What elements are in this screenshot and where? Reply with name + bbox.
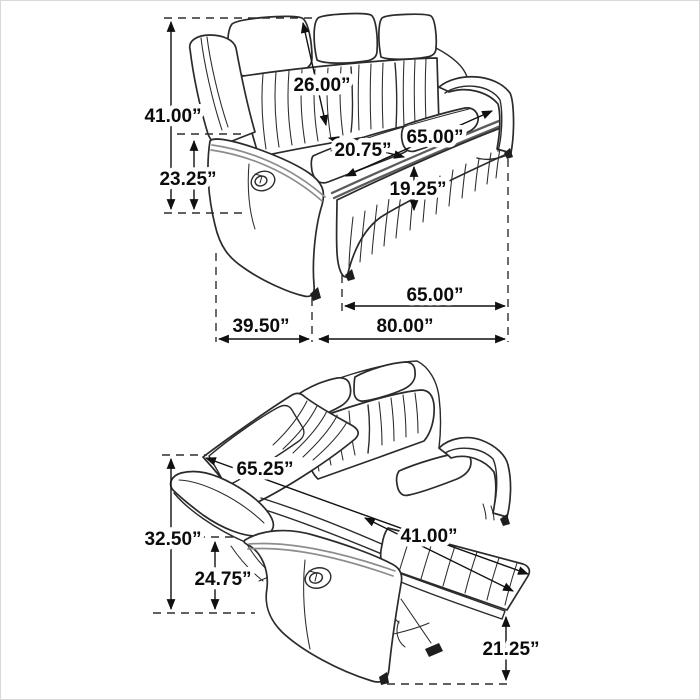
sofa-dimension-diagram [1, 1, 700, 700]
reclined-sofa-drawing [171, 361, 530, 685]
seat-depth-label: 20.75” [334, 140, 392, 161]
back-height-label: 26.00” [293, 75, 351, 96]
reclined-depth-label: 65.25” [236, 459, 294, 480]
seat-height-label: 19.25” [389, 179, 447, 200]
overall-width-label: 80.00” [376, 316, 434, 337]
arm-height-label: 23.25” [159, 169, 217, 190]
reclined-height-label: 32.50” [144, 529, 202, 550]
footrest-height-label: 21.25” [482, 639, 540, 660]
inner-width-floor-label: 65.00” [406, 285, 464, 306]
footrest-reach-label: 41.00” [400, 526, 458, 547]
reclined-right-seat [397, 453, 471, 496]
overall-height-label: 41.00” [144, 106, 202, 127]
reclined-arm-height-label: 24.75” [194, 569, 252, 590]
overall-depth-label: 39.50” [232, 316, 290, 337]
inner-width-label: 65.00” [406, 127, 464, 148]
reclined-front-arm [244, 531, 402, 685]
